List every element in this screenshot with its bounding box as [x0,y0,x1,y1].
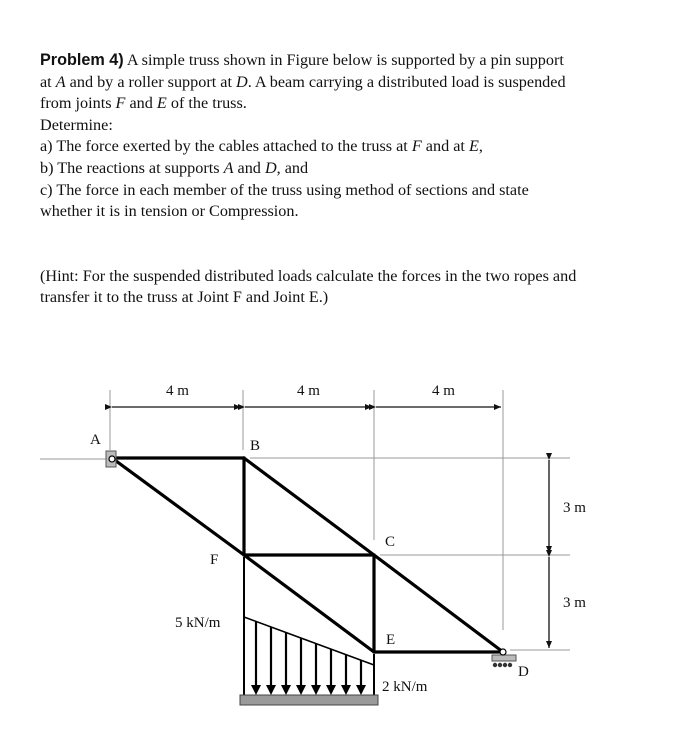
load-arrowhead [266,685,276,695]
beam [240,695,378,705]
label-joint-e: E [386,632,396,648]
load-arrowhead [311,685,321,695]
item-b-text-1: b) The reactions at supports [40,158,224,177]
dim-label-3: 4 m [432,383,455,399]
item-c-line-2: whether it is in tension or Compression. [40,202,299,221]
load-arrowhead [356,685,366,695]
item-b-joint-a: A [223,158,234,177]
joint-f-ref: F [115,94,126,113]
member-bc [244,458,374,555]
item-c-line-1: c) The force in each member of the truss using method of sections and state [40,180,529,199]
label-joint-c: C [385,534,396,550]
label-joint-f: F [210,552,219,568]
determine-label: Determine: [40,115,113,134]
pin-icon [109,456,115,462]
load-top-line [244,617,374,665]
dim-label-v1: 3 m [563,500,586,516]
roller-pin-icon [500,649,506,655]
load-arrowhead [251,685,261,695]
load-label-left: 5 kN/m [175,615,221,631]
dim-label-v2: 3 m [563,595,586,611]
member-af [112,458,244,555]
roller-wheel-icon [498,663,502,667]
item-a-text-1: a) The force exerted by the cables attached to the truss at [40,137,412,156]
roller-wheel-icon [503,663,507,667]
intro-text-2a: at [40,72,56,91]
item-b-text-3: , and [276,158,309,177]
label-joint-a: A [90,432,101,448]
joint-e-ref: E [156,94,167,113]
load-arrowhead [296,685,306,695]
load-arrowheads [251,685,366,695]
pin-support-a [106,451,116,467]
distributed-load [244,617,374,695]
problem-heading: Problem 4) [40,51,124,69]
joint-a-ref: A [55,72,66,91]
roller-wheel-icon [508,663,512,667]
load-label-right: 2 kN/m [382,679,428,695]
roller-wheel-icon [493,663,497,667]
load-arrowhead [341,685,351,695]
item-a-text-3: , [478,137,483,156]
hint-line-2: transfer it to the truss at Joint F and Joint E.) [40,288,329,307]
item-a-joint-e: E [468,137,479,156]
hint-line-1: (Hint: For the suspended distributed loads calculate the forces in the two ropes and [40,266,577,285]
dim-label-1: 4 m [166,383,189,399]
load-arrowhead [281,685,291,695]
load-arrowhead [326,685,336,695]
intro-text-3c: of the truss. [166,94,247,113]
item-a-joint-f: F [411,137,422,156]
joint-d-ref: D [236,72,248,91]
intro-text-3a: from joints [40,94,116,113]
intro-text-2b: and by a roller support at [65,72,236,91]
member-fe [244,555,374,652]
item-b-joint-d: D [264,158,277,177]
item-a-text-2: and at [421,137,469,156]
label-joint-d: D [518,664,529,680]
dim-label-2: 4 m [297,383,320,399]
intro-text-1: A simple truss shown in Figure below is supported by a pin support [123,51,564,69]
intro-text-2c: . A beam carrying a distributed load is suspended [247,72,566,91]
label-joint-b: B [250,438,261,454]
item-b-text-2: and [233,158,265,177]
intro-text-3b: and [125,94,157,113]
roller-base [492,655,516,661]
